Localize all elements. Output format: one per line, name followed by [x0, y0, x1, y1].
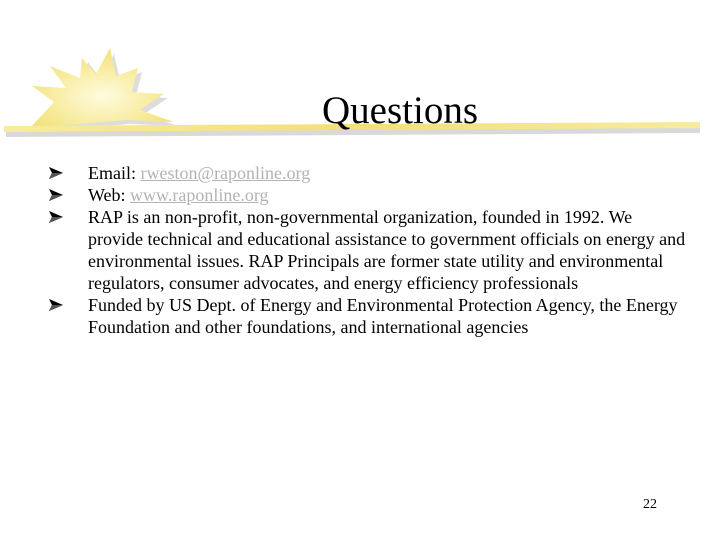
arrow-bullet-icon: [48, 298, 64, 312]
arrow-bullet-icon: [48, 166, 64, 180]
page-number: 22: [643, 497, 657, 512]
arrow-bullet-icon: [48, 188, 64, 202]
slide-title: Questions: [322, 89, 478, 132]
web-label: Web:: [88, 185, 131, 205]
burst-shape: [30, 48, 174, 128]
funding-text: Funded by US Dept. of Energy and Environmental Protection Agency, the Energy Foundation and other foundations, and international agencies: [88, 295, 678, 337]
web-link[interactable]: www.raponline.org: [130, 185, 269, 205]
bullet-funding: [48, 294, 688, 338]
starburst-decoration: [0, 0, 720, 160]
arrow-bullet-icon: [48, 210, 64, 224]
bullet-web: [48, 184, 688, 206]
about-rap-text: RAP is an non-profit, non-governmental organization, founded in 1992. We provide technical and educational assistance to government officials on energy and environmental issues. RAP Principals are former state utility and environmental regulators, consumer advocates, and energy efficiency professionals: [88, 207, 686, 293]
bullet-about-rap: [48, 206, 688, 294]
email-label: Email:: [88, 163, 141, 183]
bullet-email: [48, 162, 688, 184]
bullet-list: [48, 162, 688, 338]
email-link[interactable]: rweston@raponline.org: [140, 163, 311, 183]
